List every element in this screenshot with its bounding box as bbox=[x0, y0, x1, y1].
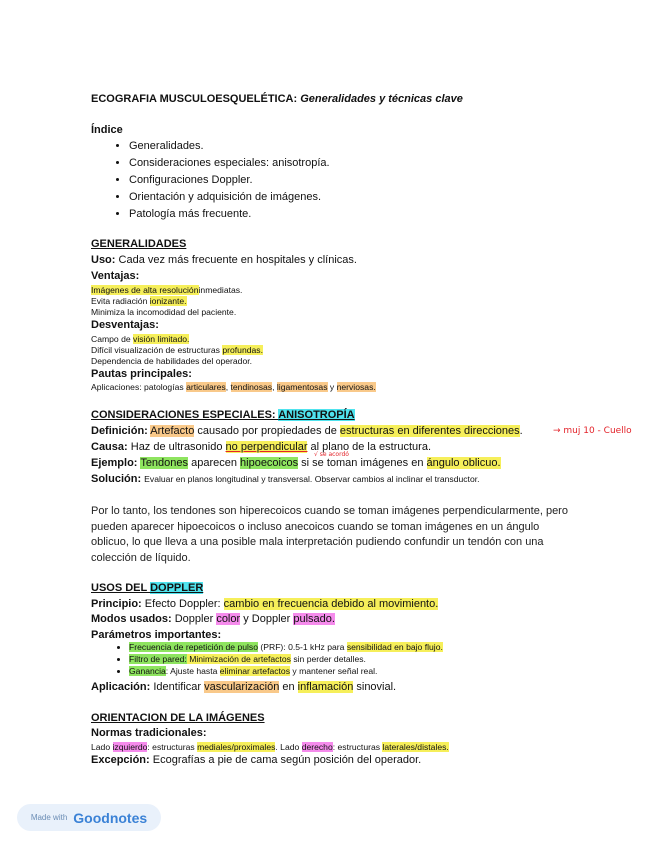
parametro-item: • Ganancia: Ajuste hasta eliminar artefactos y mantener señal real. bbox=[129, 665, 443, 677]
pautas-label: Pautas principales: bbox=[91, 368, 192, 380]
badge-made-with: Made with bbox=[30, 813, 68, 822]
ventajas-label: Ventajas: bbox=[91, 270, 140, 282]
ventaja-line: Imágenes de alta resolucióninmediatas. bbox=[91, 285, 243, 295]
index-item: • Orientación y adquisición de imágenes. bbox=[129, 189, 330, 206]
explanation-paragraph: Por lo tanto, los tendones son hiperecoicos cuando se toman imágenes perpendicularmente, pero pueden aparecer hipoecoicos o incluso anecoicos cuando se toman imágenes en un ángulo oblicuo, lo que lleva a una posible mala interpretación pudiendo confundir un tendón con una colección de líquido. bbox=[91, 505, 568, 564]
section-heading-doppler: USOS DEL DOPPLER bbox=[91, 582, 204, 594]
parametros-label: Parámetros importantes: bbox=[91, 629, 222, 641]
title-main: ECOGRAFIA MUSCULOESQUELÉTICA: bbox=[91, 93, 298, 105]
ejemplo-line: Ejemplo: Tendones aparecen hipoecoicos si se toman imágenes en ángulo oblicuo. bbox=[91, 457, 501, 469]
index-list bbox=[91, 138, 330, 223]
handwritten-note: √ se acordó bbox=[314, 451, 349, 458]
uso-line: Uso: Cada vez más frecuente en hospitales y clínicas. bbox=[91, 254, 357, 266]
goodnotes-badge[interactable] bbox=[17, 804, 161, 831]
causa-line: Causa: Haz de ultrasonido no perpendicular al plano de la estructura. bbox=[91, 441, 432, 453]
index-item: • Patología más frecuente. bbox=[129, 206, 330, 223]
desventaja-line: Difícil visualización de estructuras profundas. bbox=[91, 345, 263, 355]
ventaja-line: Minimiza la incomodidad del paciente. bbox=[91, 307, 237, 317]
desventajas-label: Desventajas: bbox=[91, 319, 159, 331]
index-item: • Configuraciones Doppler. bbox=[129, 172, 330, 189]
index-item: • Consideraciones especiales: anisotropía. bbox=[129, 155, 330, 172]
section-heading-generalidades: GENERALIDADES bbox=[91, 238, 187, 250]
excepcion-line: Excepción: Ecografías a pie de cama según posición del operador. bbox=[91, 754, 422, 766]
parametro-item: • Frecuencia de repetición de pulso (PRF): 0.5-1 kHz para sensibilidad en bajo flujo. bbox=[129, 641, 443, 653]
document-title bbox=[91, 93, 463, 105]
index-heading: Índice bbox=[91, 124, 123, 136]
desventaja-line: Dependencia de habilidades del operador. bbox=[91, 356, 253, 366]
solucion-line: Solución: Evaluar en planos longitudinal y transversal. Observar cambios al inclinar el transductor. bbox=[91, 473, 480, 485]
modos-line: Modos usados: Doppler color y Doppler pulsado. bbox=[91, 613, 335, 625]
desventaja-line: Campo de visión limitado. bbox=[91, 334, 190, 344]
parametro-item: • Filtro de pared: Minimización de artefactos sin perder detalles. bbox=[129, 653, 443, 665]
normas-line: Lado izquierdo: estructuras mediales/proximales. Lado derecho: estructuras laterales/distales. bbox=[91, 742, 449, 752]
section-heading-anisotropia: CONSIDERACIONES ESPECIALES: ANISOTROPÍA bbox=[91, 409, 355, 421]
goodnotes-logo: Goodnotes bbox=[73, 809, 148, 826]
section-heading-orientacion: ORIENTACION DE LA IMÁGENES bbox=[91, 712, 265, 724]
title-sub: Generalidades y técnicas clave bbox=[300, 93, 463, 105]
normas-label: Normas tradicionales: bbox=[91, 727, 207, 739]
ventaja-line: Evita radiación ionizante. bbox=[91, 296, 187, 306]
handwritten-note: → muj 10 - Cuello bbox=[553, 426, 632, 436]
definicion-line: Definición: Artefacto causado por propiedades de estructuras en diferentes direcciones. bbox=[91, 425, 523, 437]
index-item: • Generalidades. bbox=[129, 138, 330, 155]
principio-line: Principio: Efecto Doppler: cambio en frecuencia debido al movimiento. bbox=[91, 598, 439, 610]
parametros-list bbox=[91, 641, 443, 677]
aplicacion-line: Aplicación: Identificar vascularización en inflamación sinovial. bbox=[91, 681, 397, 693]
pautas-line: Aplicaciones: patologías articulares, tendinosas, ligamentosas y nerviosas. bbox=[91, 382, 376, 392]
